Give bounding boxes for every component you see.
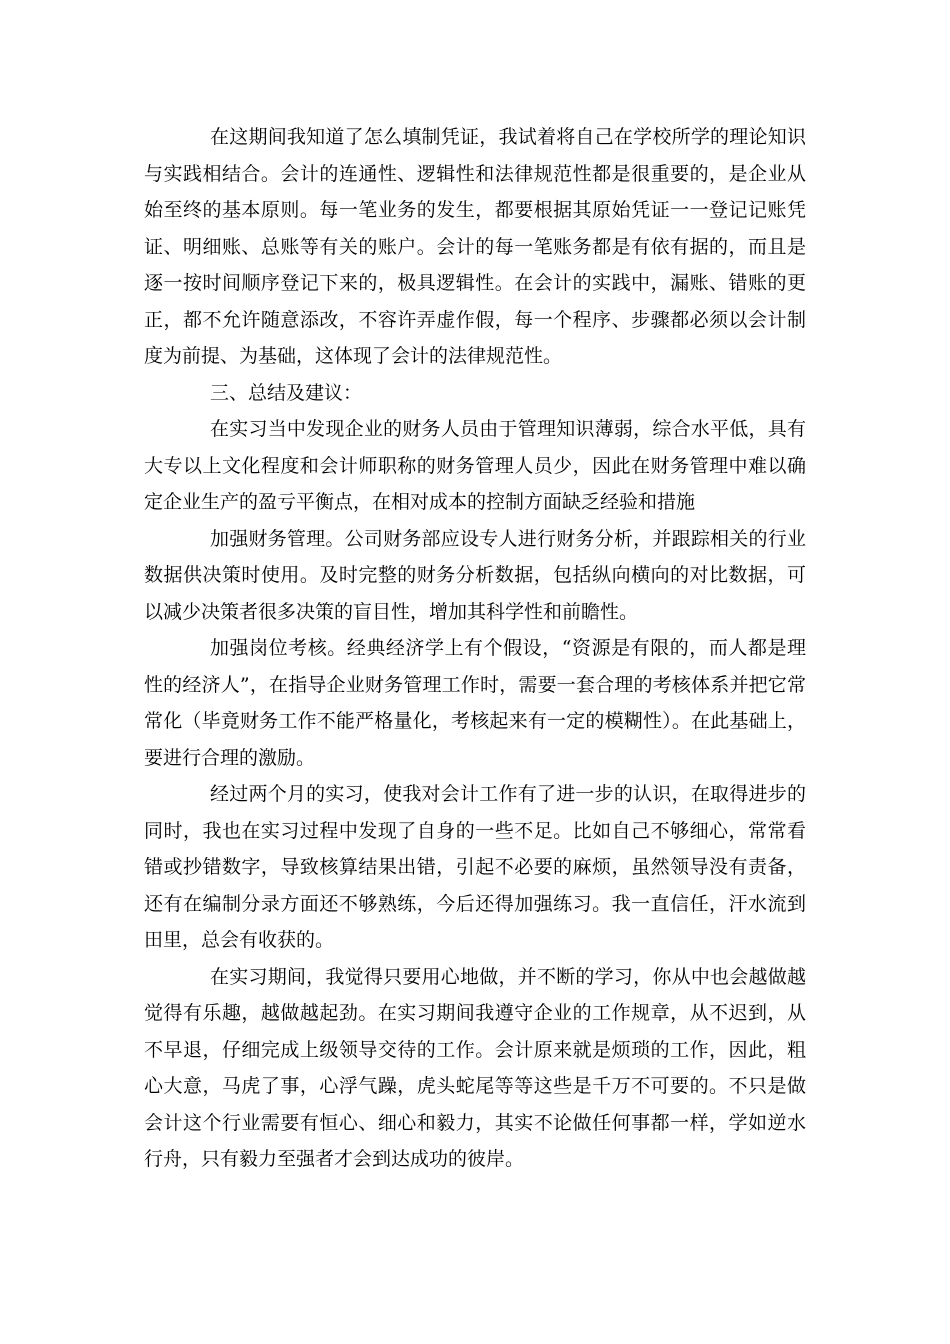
paragraph-internship-attitude: 在实习期间，我觉得只要用心地做，并不断的学习，你从中也会越做越觉得有乐趣，越做越起劲。在实习期间我遵守企业的工作规章，从不迟到，从不早退，仔细完成上级领导交待的工作。会计原来就是烦琐的工作，因此，粗心大意，马虎了事，心浮气躁，虎头蛇尾等等这些是千万不可要的。不只是做会计这个行业需要有恒心、细心和毅力，其实不论做任何事都一样，学如逆水行舟，只有毅力至强者才会到达成功的彼岸。 [144, 965, 806, 1170]
paragraph-voucher-practice: 在这期间我知道了怎么填制凭证，我试着将自己在学校所学的理论知识与实践相结合。会计的连通性、逻辑性和法律规范性都是很重要的，是企业从始至终的基本原则。每一笔业务的发生，都要根据其原始凭证一一登记记账凭证、明细账、总账等有关的账户。会计的每一笔账务都是有依有据的，而且是逐一按时间顺序登记下来的，极具逻辑性。在会计的实践中，漏账、错账的更正，都不允许随意添改，不容许弄虚作假，每一个程序、步骤都必须以会计制度为前提、为基础，这体现了会计的法律规范性。 [144, 126, 806, 367]
document-body [144, 119, 806, 1178]
section-heading-summary: 三、总结及建议： [210, 381, 363, 404]
paragraph-financial-management: 加强财务管理。公司财务部应设专人进行财务分析，并跟踪相关的行业数据供决策时使用。及时完整的财务分析数据，包括纵向横向的对比数据，可以减少决策者很多决策的盲目性，增加其科学性和前瞻性。 [144, 527, 806, 623]
paragraph-two-months-reflection: 经过两个月的实习，使我对会计工作有了进一步的认识，在取得进步的同时，我也在实习过程中发现了自身的一些不足。比如自己不够细心，常常看错或抄错数字，导致核算结果出错，引起不必要的麻烦，虽然领导没有责备，还有在编制分录方面还不够熟练，今后还得加强练习。我一直信任，汗水流到田里，总会有收获的。 [144, 783, 806, 951]
paragraph-findings: 在实习当中发现企业的财务人员由于管理知识薄弱，综合水平低，具有大专以上文化程度和会计师职称的财务管理人员少，因此在财务管理中难以确定企业生产的盈亏平衡点，在相对成本的控制方面缺乏经验和措施 [144, 418, 806, 513]
paragraph-position-assessment: 加强岗位考核。经典经济学上有个假设，“资源是有限的，而人都是理性的经济人”，在指导企业财务管理工作时，需要一套合理的考核体系并把它常常化（毕竟财务工作不能严格量化，考核起来有一定的模糊性）。在此基础上，要进行合理的激励。 [144, 637, 806, 769]
